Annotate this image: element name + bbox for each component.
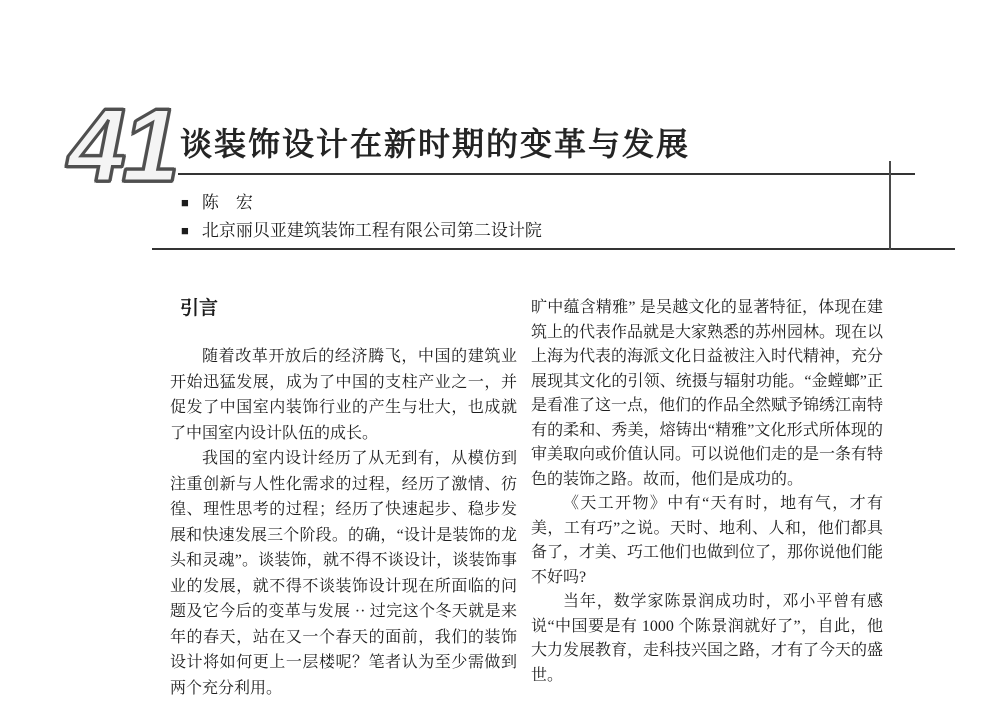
square-bullet-icon: ■ <box>181 223 189 238</box>
header-divider <box>152 248 955 250</box>
page-title: 谈装饰设计在新时期的变革与发展 <box>180 126 691 162</box>
author-line <box>181 193 253 213</box>
paragraph: 随着改革开放后的经济腾飞，中国的建筑业开始迅猛发展，成为了中国的支柱产业之一，并促发了中国室内装饰行业的产生与壮大，也成就了中国室内设计队伍的成长。 <box>170 348 517 442</box>
right-column <box>531 296 883 688</box>
author-name: 陈 宏 <box>201 193 253 212</box>
vertical-rule <box>889 161 891 250</box>
paragraph: 当年，数学家陈景润成功时，邓小平曾有感说“中国要是有 1000 个陈景润就好了”，自此，他大力发展教育，走科技兴国之路，才有了今天的盛世。 <box>531 593 884 684</box>
section-heading-intro: 引言 <box>180 298 219 319</box>
title-underline <box>178 173 915 175</box>
paragraph: 《天工开物》中有“天有时，地有气，才有美，工有巧”之说。天时、地利、人和，他们都具备了，才美、巧工他们也做到位了，那你说他们能不好吗? <box>531 495 884 586</box>
paragraph: 旷中蕴含精雅” 是吴越文化的显著特征，体现在建筑上的代表作品就是大家熟悉的苏州园林。现在以上海为代表的海派文化日益被注入时代精神，充分展现其文化的引领、统摄与辐射功能。“金螳螂”正是看准了这一点，他们的作品全然赋予锦绣江南特有的柔和、秀美，熔铸出“精雅”文化形式所体现的审美取向或价值认同。可以说他们走的是一条有特色的装饰之路。故而，他们是成功的。 <box>531 299 884 488</box>
paragraph: 我国的室内设计经历了从无到有，从模仿到注重创新与人性化需求的过程，经历了激情、彷徨、理性思考的过程；经历了快速起步、稳步发展和快速发展三个阶段。的确，“设计是装饰的龙头和灵魂”。谈装饰，就不得不谈设计，谈装饰事业的发展，就不得不谈装饰设计现在所面临的问题及它今后的变革与发展 ·· 过完这个冬天就是来年的春天，站在又一个春天的面前，我们的装饰设计将如何更上一层楼呢？笔者认为至少需做到两个充分利用。 <box>170 450 517 697</box>
square-bullet-icon: ■ <box>181 195 189 210</box>
affiliation-line <box>181 221 542 241</box>
left-column <box>170 296 517 701</box>
affiliation-name: 北京丽贝亚建筑装饰工程有限公司第二设计院 <box>201 221 542 240</box>
article-number: 41 <box>68 88 176 204</box>
